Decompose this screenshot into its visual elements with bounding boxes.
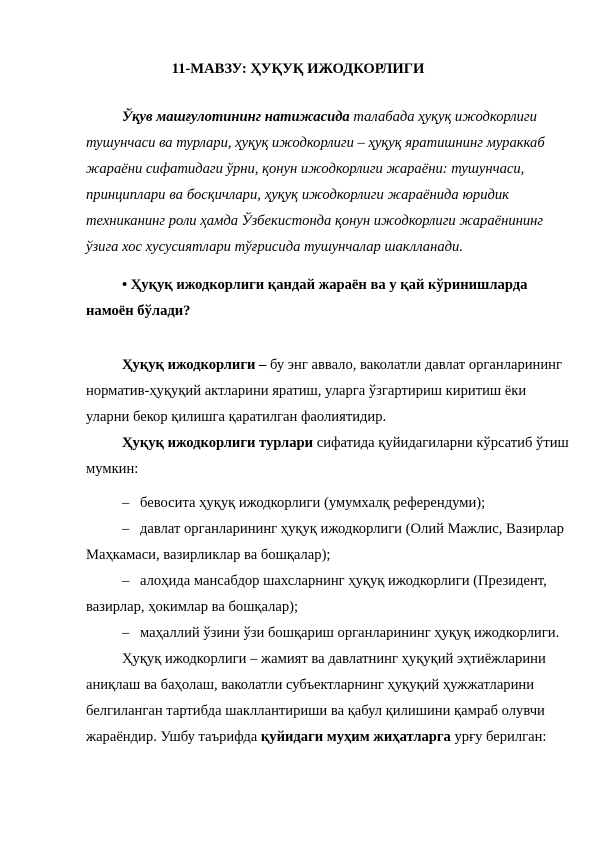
dash-marker: – — [122, 625, 130, 641]
dash-marker: – — [122, 495, 130, 511]
types-term: Ҳуқуқ ижодкорлиги турлари — [122, 435, 314, 451]
definition-line-1-rest: бу энг аввало, ваколатли давлат органларининг — [266, 357, 562, 373]
list-item-continuation: вазирлар, ҳокимлар ва бошқалар); — [86, 599, 299, 615]
intro-line-2: тушунчаси ва турлари, ҳуқуқ ижодкорлиги – ҳуқуқ яратишнинг мураккаб — [86, 135, 545, 151]
list-item-text: давлат органларининг ҳуқуқ ижодкорлиги (Олий Мажлис, Вазирлар — [140, 521, 564, 537]
list-item — [122, 624, 559, 642]
closing-line-4-end: урғу берилган: — [450, 729, 547, 745]
list-item — [122, 520, 564, 538]
list-item-text: маҳаллий ўзини ўзи бошқариш органларининг ҳуқуқ ижодкорлиги. — [140, 625, 560, 641]
definition-line-1 — [122, 356, 562, 374]
intro-line-1 — [122, 108, 537, 126]
intro-line-4: принциплари ва босқичлари, ҳуқуқ ижодкорлиги жараёнида юридик — [86, 187, 509, 203]
intro-line-5: техниканинг роли ҳамда Ўзбекистонда қонун ижодкорлиги жараёнининг — [86, 213, 544, 229]
closing-line-4-start: жараёндир. Ушбу таърифда — [86, 729, 261, 745]
types-line-2: мумкин: — [86, 461, 139, 477]
definition-line-3: уларни бекор қилишга қаратилган фаолиятидир. — [86, 409, 387, 425]
intro-lead: Ўқув машғулотининг натижасида — [122, 109, 350, 125]
closing-emphasis: қуйидаги муҳим жиҳатларга — [260, 729, 451, 745]
dash-marker: – — [122, 573, 130, 589]
types-line-1 — [122, 434, 569, 452]
list-item-text: алоҳида мансабдор шахсларнинг ҳуқуқ ижодкорлиги (Президент, — [140, 573, 547, 589]
list-item-text: бевосита ҳуқуқ ижодкорлиги (умумхалқ референдуми); — [140, 495, 486, 511]
page-title: 11-МАВЗУ: ҲУҚУҚ ИЖОДКОРЛИГИ — [171, 61, 425, 77]
list-item — [122, 494, 485, 512]
definition-term: Ҳуқуқ ижодкорлиги – — [122, 357, 267, 373]
question-line-1 — [122, 276, 528, 294]
intro-line-3: жараёни сифатидаги ўрни, қонун ижодкорлиги жараёни: тушунчаси, — [86, 161, 525, 177]
dash-marker: – — [122, 521, 130, 537]
definition-line-2: норматив-ҳуқуқий актларини яратиш, уларга ўзгартириш киритиш ёки — [86, 383, 527, 399]
closing-line-2: аниқлаш ва баҳолаш, ваколатли субъектларнинг ҳуқуқий ҳужжатларини — [86, 677, 535, 693]
types-line-1-rest: сифатида қуйидагиларни кўрсатиб ўтиш — [313, 435, 569, 451]
list-item — [122, 572, 547, 590]
closing-line-3: белгиланган тартибда шакллантириши ва қабул қилишини қамраб олувчи — [86, 703, 545, 719]
intro-line-6: ўзига хос хусусиятлари тўғрисида тушунчалар шаклланади. — [86, 239, 463, 255]
question-line-1-text: Ҳуқуқ ижодкорлиги қандай жараён ва у қай кўринишларда — [127, 277, 528, 293]
bullet-icon: • — [122, 277, 128, 293]
closing-line-1: Ҳуқуқ ижодкорлиги – жамият ва давлатнинг ҳуқуқий эҳтиёжларини — [122, 651, 546, 667]
question-line-2: намоён бўлади? — [86, 303, 191, 319]
closing-line-4 — [86, 728, 546, 746]
list-item-continuation: Маҳкамаси, вазирликлар ва бошқалар); — [86, 547, 331, 563]
intro-line-1-rest: талабада ҳуқуқ ижодкорлиги — [349, 109, 537, 125]
